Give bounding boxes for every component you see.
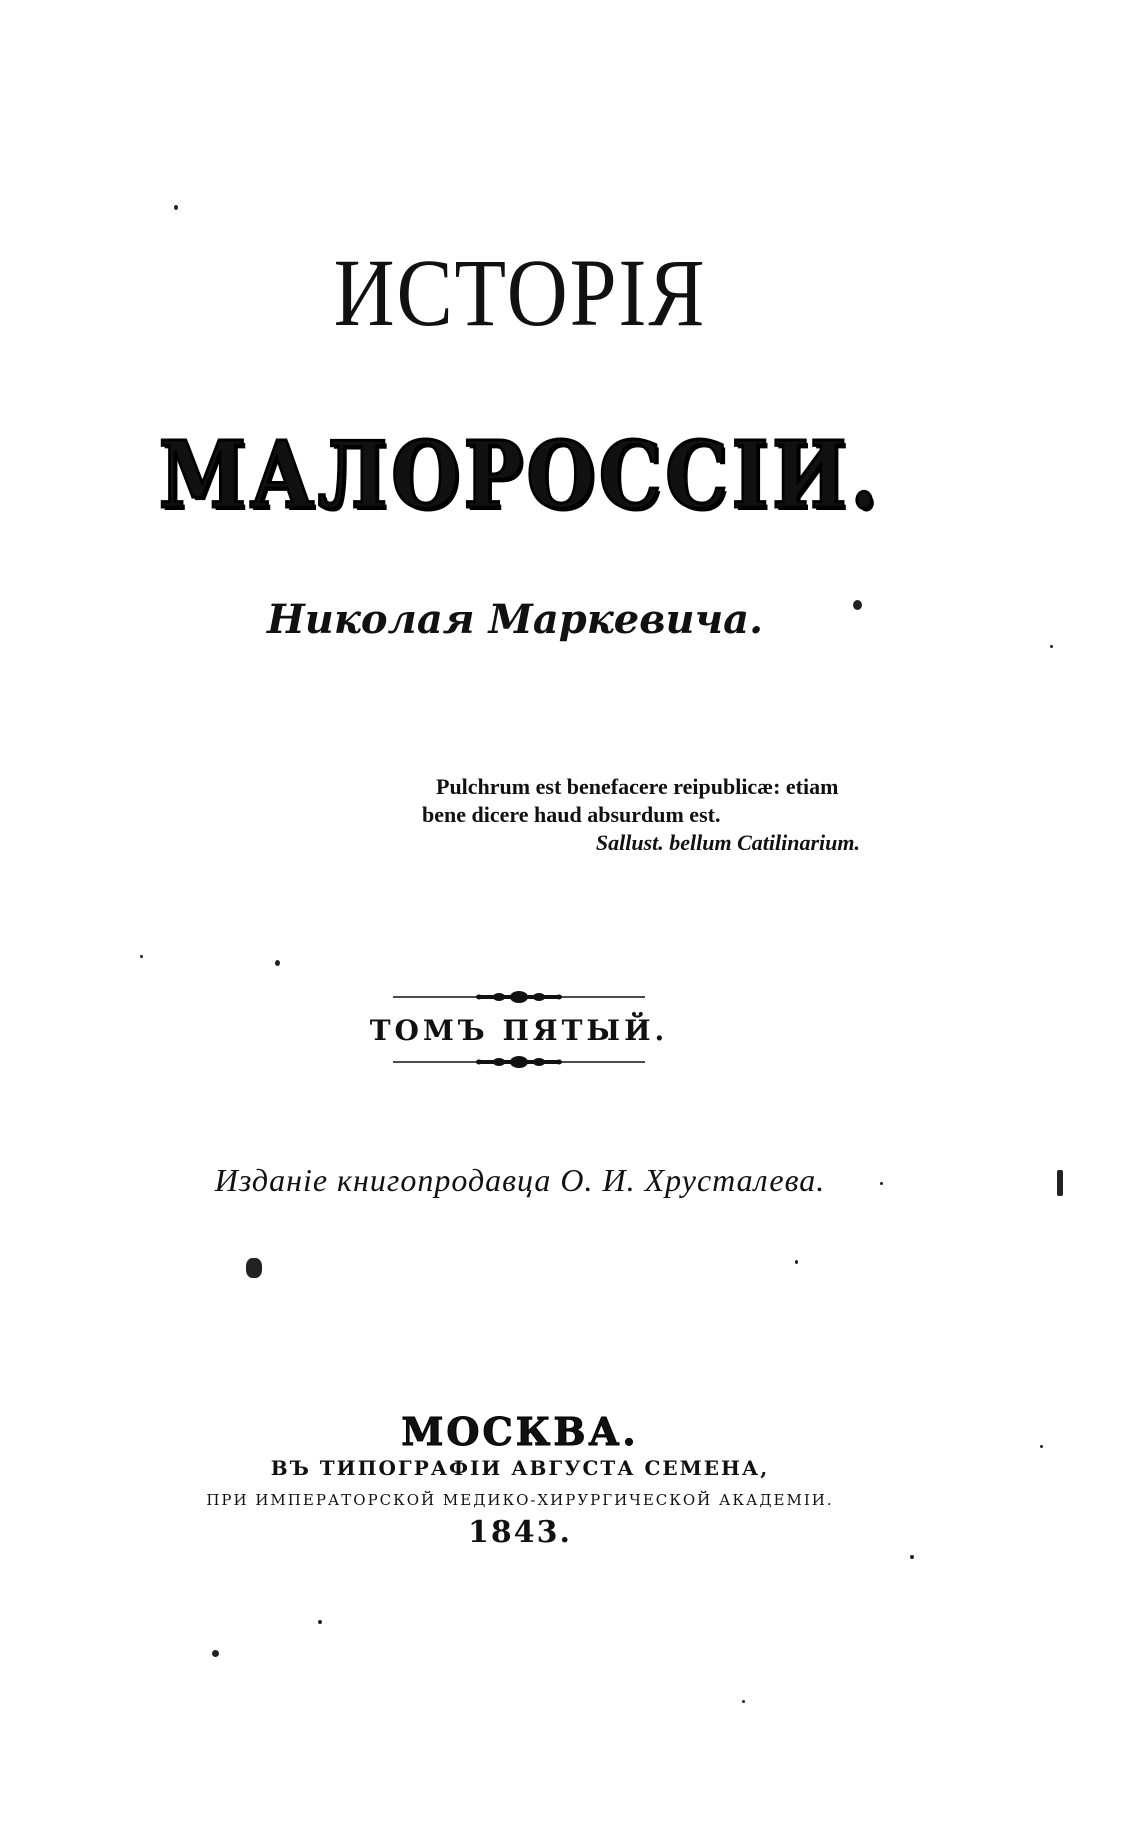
book-title-line-1: ИСТОРІЯ: [333, 239, 707, 346]
ink-speck: [742, 1700, 745, 1703]
ink-speck: [1040, 1445, 1043, 1448]
epigraph-line-1: Pulchrum est benefacere reipublicæ: etiam: [436, 774, 839, 799]
author-name: Николая Маркевича.: [266, 596, 764, 643]
ornamental-rule-top: [393, 987, 645, 1007]
epigraph-line-2: bene dicere haud absurdum est.: [422, 802, 721, 827]
ink-speck: [880, 1182, 883, 1185]
ink-speck: [910, 1555, 914, 1559]
ink-speck: [795, 1260, 798, 1264]
book-title-line-2: МАЛОРОССІИ.: [158, 421, 882, 529]
epigraph-attribution: Sallust. bellum Catilinarium.: [595, 830, 860, 855]
ink-speck: [318, 1620, 322, 1624]
ink-speck: [275, 960, 280, 966]
publisher-edition: Изданіе книгопродавца О. И. Хрусталева.: [214, 1162, 826, 1198]
ink-speck: [174, 205, 178, 210]
volume-number: ТОМЪ ПЯТЫЙ.: [369, 1014, 669, 1047]
ink-speck: [246, 1258, 262, 1278]
ink-speck: [853, 600, 862, 610]
epigraph: [422, 773, 882, 857]
imprint-press: ВЪ ТИПОГРАФІИ АВГУСТА СЕМЕНА,: [270, 1456, 770, 1480]
ink-speck: [1050, 645, 1053, 648]
imprint-year: 1843.: [468, 1515, 572, 1550]
ink-speck: [1057, 1170, 1063, 1196]
imprint-city: МОСКВА.: [401, 1409, 639, 1454]
ink-speck: [140, 955, 143, 958]
ornamental-rule-bottom: [393, 1052, 645, 1072]
ink-speck: [212, 1650, 219, 1657]
imprint-academy: ПРИ ИМПЕРАТОРСКОЙ МЕДИКО-ХИРУРГИЧЕСКОЙ АКАДЕМІИ.: [206, 1491, 834, 1509]
